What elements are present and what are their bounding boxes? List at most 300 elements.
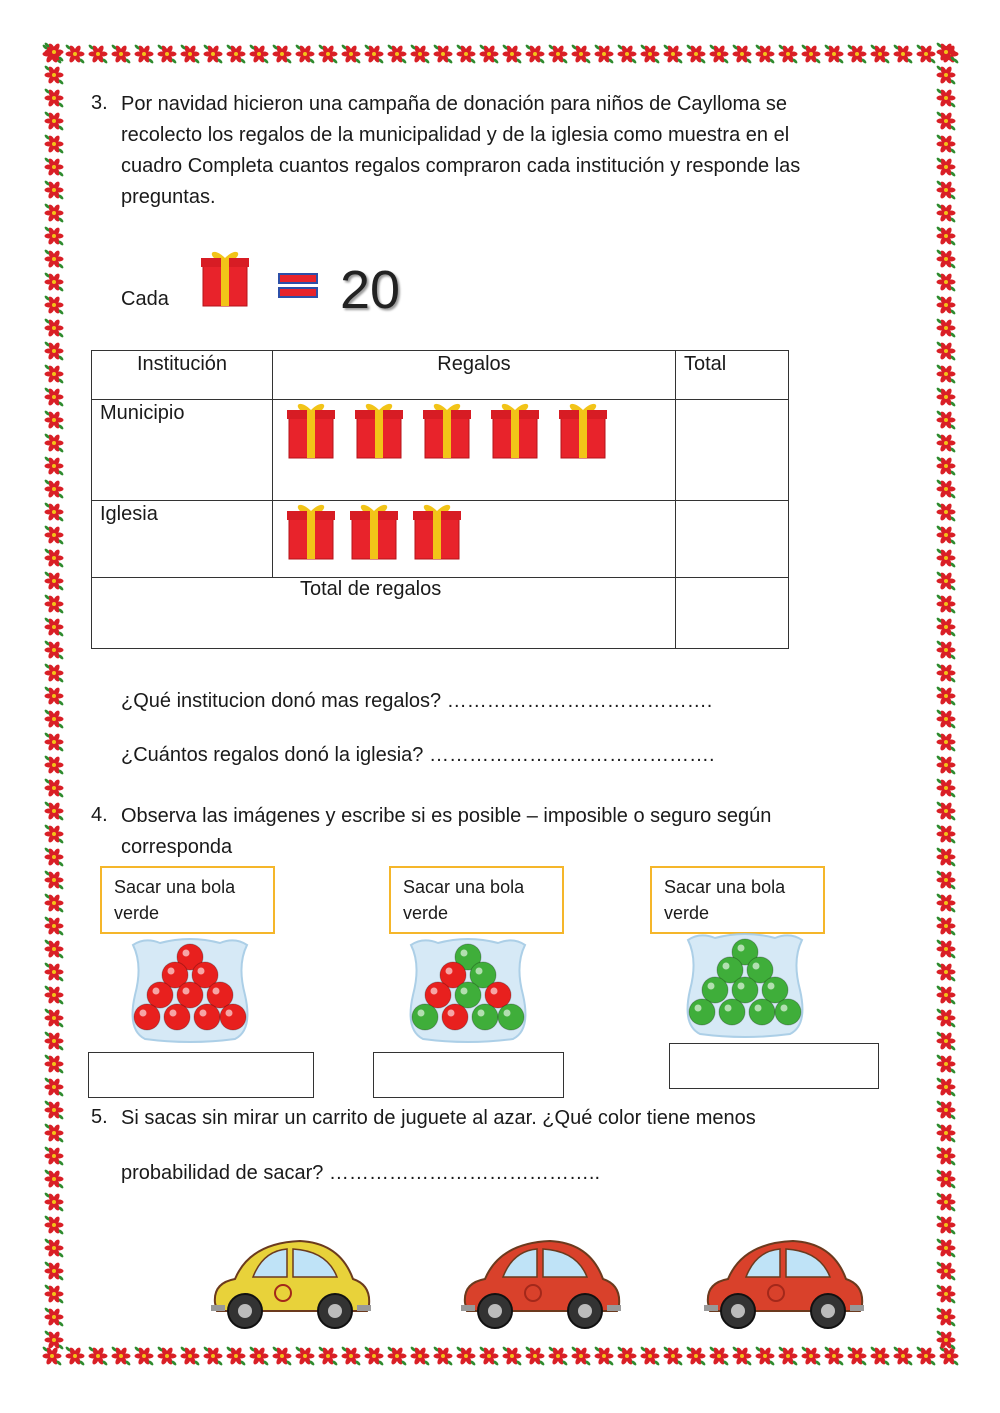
poinsettia-icon xyxy=(44,939,64,959)
poinsettia-icon xyxy=(847,1346,867,1366)
footer-total-label: Total de regalos xyxy=(92,578,676,649)
poinsettia-icon xyxy=(44,1192,64,1212)
gift-icon xyxy=(349,501,399,561)
poinsettia-icon xyxy=(502,1346,522,1366)
poinsettia-icon xyxy=(249,1346,269,1366)
car-bumper xyxy=(211,1305,225,1311)
poinsettia-icon xyxy=(936,1008,956,1028)
poinsettia-icon xyxy=(456,44,476,64)
poinsettia-icon xyxy=(44,157,64,177)
poinsettia-icon xyxy=(226,1346,246,1366)
poinsettia-icon xyxy=(617,1346,637,1366)
poinsettia-icon xyxy=(936,111,956,131)
poinsettia-icon xyxy=(111,44,131,64)
poinsettia-icon xyxy=(640,1346,660,1366)
header-institucion: Institución xyxy=(92,351,273,400)
poinsettia-icon xyxy=(936,456,956,476)
poinsettia-icon xyxy=(801,1346,821,1366)
border-left xyxy=(40,40,68,1370)
car-yellow xyxy=(205,1225,375,1340)
ball-shine xyxy=(738,945,745,952)
prompt-line: verde xyxy=(403,903,449,923)
poinsettia-icon xyxy=(936,962,956,982)
poinsettia-icon xyxy=(571,1346,591,1366)
question-3-line: cuadro Completa cuantos regalos compraron cada institución y responde las xyxy=(121,155,801,177)
poinsettia-icon xyxy=(111,1346,131,1366)
poinsettia-icon xyxy=(525,1346,545,1366)
poinsettia-icon xyxy=(936,295,956,315)
question-3-line: preguntas. xyxy=(121,186,216,208)
poinsettia-icon xyxy=(44,226,64,246)
gift-icon xyxy=(490,400,540,460)
poinsettia-icon xyxy=(936,847,956,867)
ball-shine xyxy=(491,988,498,995)
poinsettia-icon xyxy=(801,44,821,64)
poinsettia-icon xyxy=(180,44,200,64)
poinsettia-icon xyxy=(44,456,64,476)
ball xyxy=(498,1004,524,1030)
poinsettia-icon xyxy=(249,44,269,64)
poinsettia-icon xyxy=(134,44,154,64)
poinsettia-icon xyxy=(936,1031,956,1051)
question-3-number: 3. xyxy=(91,92,108,114)
poinsettia-icon xyxy=(936,1307,956,1327)
question-4-line: Observa las imágenes y escribe si es posible – imposible o seguro según xyxy=(121,805,772,827)
prompt-box-3 xyxy=(650,866,825,934)
ball-shine xyxy=(153,988,160,995)
poinsettia-icon xyxy=(295,1346,315,1366)
poinsettia-icon xyxy=(870,44,890,64)
poinsettia-icon xyxy=(936,1169,956,1189)
poinsettia-icon xyxy=(44,65,64,85)
poinsettia-icon xyxy=(936,571,956,591)
ball xyxy=(412,1004,438,1030)
poinsettia-icon xyxy=(936,985,956,1005)
poinsettia-icon xyxy=(387,1346,407,1366)
ball-shine xyxy=(200,1010,207,1017)
poinsettia-icon xyxy=(44,318,64,338)
poinsettia-icon xyxy=(893,44,913,64)
legend-value: 20 xyxy=(340,260,401,320)
poinsettia-icon xyxy=(936,893,956,913)
poinsettia-icon xyxy=(936,479,956,499)
poinsettia-icon xyxy=(686,44,706,64)
poinsettia-icon xyxy=(44,364,64,384)
question-5-line1: Si sacas sin mirar un carrito de juguete al azar. ¿Qué color tiene menos xyxy=(121,1107,756,1129)
ball xyxy=(472,1004,498,1030)
poinsettia-icon xyxy=(732,44,752,64)
poinsettia-icon xyxy=(709,44,729,64)
poinsettia-icon xyxy=(157,44,177,64)
poinsettia-icon xyxy=(65,1346,85,1366)
ball-shine xyxy=(213,988,220,995)
poinsettia-icon xyxy=(295,44,315,64)
poinsettia-icon xyxy=(44,203,64,223)
car-hub xyxy=(731,1304,745,1318)
poinsettia-icon xyxy=(936,778,956,798)
poinsettia-icon xyxy=(44,778,64,798)
poinsettia-icon xyxy=(824,44,844,64)
poinsettia-icon xyxy=(936,318,956,338)
prompt-line: Sacar una bola xyxy=(403,877,525,897)
poinsettia-icon xyxy=(936,548,956,568)
poinsettia-icon xyxy=(44,180,64,200)
border-top xyxy=(40,40,960,68)
answer-box-2[interactable] xyxy=(373,1052,564,1098)
poinsettia-icon xyxy=(936,387,956,407)
gift-icon xyxy=(422,400,472,460)
poinsettia-icon xyxy=(686,1346,706,1366)
car-hub xyxy=(488,1304,502,1318)
car-icon xyxy=(205,1225,375,1335)
poinsettia-icon xyxy=(44,433,64,453)
poinsettia-icon xyxy=(936,364,956,384)
ball-shine xyxy=(738,983,745,990)
gift-icon xyxy=(354,400,404,460)
poinsettia-icon xyxy=(44,1284,64,1304)
poinsettia-icon xyxy=(936,1284,956,1304)
poinsettia-icon xyxy=(548,1346,568,1366)
car-icon xyxy=(455,1225,625,1335)
poinsettia-icon xyxy=(387,44,407,64)
poinsettia-icon xyxy=(617,44,637,64)
poinsettia-icon xyxy=(936,249,956,269)
poinsettia-icon xyxy=(824,1346,844,1366)
poinsettia-icon xyxy=(203,44,223,64)
poinsettia-icon xyxy=(709,1346,729,1366)
poinsettia-icon xyxy=(936,939,956,959)
poinsettia-icon xyxy=(847,44,867,64)
ball-shine xyxy=(168,968,175,975)
poinsettia-icon xyxy=(640,44,660,64)
ball-shine xyxy=(431,988,438,995)
poinsettia-icon xyxy=(44,479,64,499)
poinsettia-icon xyxy=(44,410,64,430)
poinsettia-icon xyxy=(663,1346,683,1366)
ball xyxy=(220,1004,246,1030)
poinsettia-icon xyxy=(272,1346,292,1366)
poinsettia-icon xyxy=(936,686,956,706)
poinsettia-icon xyxy=(44,709,64,729)
poinsettia-icon xyxy=(272,44,292,64)
ball-shine xyxy=(448,1010,455,1017)
poinsettia-icon xyxy=(44,1307,64,1327)
poinsettia-icon xyxy=(318,44,338,64)
bag-all-red xyxy=(125,935,255,1050)
ball-shine xyxy=(198,968,205,975)
poinsettia-icon xyxy=(936,433,956,453)
ball-shine xyxy=(504,1010,511,1017)
header-regalos: Regalos xyxy=(273,351,676,400)
poinsettia-icon xyxy=(936,801,956,821)
ball-shine xyxy=(768,983,775,990)
ball xyxy=(134,1004,160,1030)
poinsettia-icon xyxy=(755,1346,775,1366)
poinsettia-icon xyxy=(936,1261,956,1281)
poinsettia-icon xyxy=(44,985,64,1005)
equals-icon xyxy=(278,272,318,305)
poinsettia-icon xyxy=(778,1346,798,1366)
poinsettia-icon xyxy=(44,663,64,683)
prompt-box-1 xyxy=(100,866,275,934)
poinsettia-icon xyxy=(594,44,614,64)
question-4-line: corresponda xyxy=(121,836,233,858)
poinsettia-icon xyxy=(936,1054,956,1074)
poinsettia-icon xyxy=(44,1330,64,1350)
gift-icon xyxy=(412,501,462,561)
poinsettia-icon xyxy=(410,1346,430,1366)
poinsettia-icon xyxy=(44,1100,64,1120)
poinsettia-icon xyxy=(44,640,64,660)
ball xyxy=(442,1004,468,1030)
poinsettia-icon xyxy=(548,44,568,64)
question-3-line: Por navidad hicieron una campaña de donación para niños de Caylloma se xyxy=(121,93,787,115)
poinsettia-icon xyxy=(936,663,956,683)
footer-total-value[interactable] xyxy=(676,578,789,649)
poinsettia-icon xyxy=(44,42,64,62)
poinsettia-icon xyxy=(502,44,522,64)
poinsettia-icon xyxy=(936,594,956,614)
poinsettia-icon xyxy=(44,686,64,706)
poinsettia-icon xyxy=(936,617,956,637)
border-bottom xyxy=(40,1342,960,1370)
car-hub xyxy=(578,1304,592,1318)
poinsettia-icon xyxy=(44,755,64,775)
poinsettia-icon xyxy=(44,88,64,108)
ball-shine xyxy=(183,988,190,995)
poinsettia-icon xyxy=(341,44,361,64)
car-bumper xyxy=(461,1305,475,1311)
poinsettia-icon xyxy=(44,111,64,131)
gift-icon xyxy=(286,501,336,561)
poinsettia-icon xyxy=(44,502,64,522)
header-total: Total xyxy=(676,351,789,400)
poinsettia-icon xyxy=(936,870,956,890)
ball-shine xyxy=(418,1010,425,1017)
poinsettia-icon xyxy=(44,1077,64,1097)
question-5-number: 5. xyxy=(91,1106,108,1128)
car-hub xyxy=(821,1304,835,1318)
poinsettia-icon xyxy=(44,272,64,292)
car-hub xyxy=(238,1304,252,1318)
ball-shine xyxy=(140,1010,147,1017)
car-bumper xyxy=(850,1305,864,1311)
car-icon xyxy=(698,1225,868,1335)
poinsettia-icon xyxy=(44,1238,64,1258)
ball-shine xyxy=(781,1005,788,1012)
poinsettia-icon xyxy=(44,295,64,315)
row-iglesia-name: Iglesia xyxy=(92,501,273,578)
car-red-1 xyxy=(455,1225,625,1340)
question-4-text xyxy=(121,801,931,863)
poinsettia-icon xyxy=(663,44,683,64)
poinsettia-icon xyxy=(44,962,64,982)
poinsettia-icon xyxy=(44,1169,64,1189)
poinsettia-icon xyxy=(433,1346,453,1366)
poinsettia-icon xyxy=(936,640,956,660)
poinsettia-icon xyxy=(936,134,956,154)
question-4-number: 4. xyxy=(91,804,108,826)
bag-mixed xyxy=(403,935,533,1050)
question-3b: ¿Cuántos regalos donó la iglesia? ……………………………………. xyxy=(121,744,715,766)
ball xyxy=(719,999,745,1025)
poinsettia-icon xyxy=(88,1346,108,1366)
poinsettia-icon xyxy=(870,1346,890,1366)
poinsettia-icon xyxy=(936,341,956,361)
poinsettia-icon xyxy=(134,1346,154,1366)
poinsettia-icon xyxy=(44,870,64,890)
poinsettia-icon xyxy=(44,571,64,591)
poinsettia-icon xyxy=(936,410,956,430)
poinsettia-icon xyxy=(44,1008,64,1028)
question-5-line2: probabilidad de sacar? ………………………………….. xyxy=(121,1162,601,1184)
poinsettia-icon xyxy=(44,249,64,269)
poinsettia-icon xyxy=(44,916,64,936)
poinsettia-icon xyxy=(44,594,64,614)
prompt-line: verde xyxy=(114,903,160,923)
poinsettia-icon xyxy=(44,893,64,913)
ball-shine xyxy=(725,1005,732,1012)
ball-shine xyxy=(755,1005,762,1012)
poinsettia-icon xyxy=(936,755,956,775)
poinsettia-icon xyxy=(410,44,430,64)
poinsettia-icon xyxy=(479,44,499,64)
poinsettia-icon xyxy=(525,44,545,64)
legend-label: Cada xyxy=(121,288,169,310)
poinsettia-icon xyxy=(936,732,956,752)
poinsettia-icon xyxy=(936,1238,956,1258)
poinsettia-icon xyxy=(44,1054,64,1074)
pictograph-table xyxy=(91,350,789,649)
poinsettia-icon xyxy=(732,1346,752,1366)
ball-shine xyxy=(183,950,190,957)
poinsettia-icon xyxy=(44,1261,64,1281)
poinsettia-icon xyxy=(44,387,64,407)
poinsettia-icon xyxy=(936,824,956,844)
poinsettia-icon xyxy=(936,1146,956,1166)
car-bumper xyxy=(357,1305,371,1311)
poinsettia-icon xyxy=(44,847,64,867)
poinsettia-icon xyxy=(341,1346,361,1366)
poinsettia-icon xyxy=(571,44,591,64)
ball-shine xyxy=(708,983,715,990)
poinsettia-icon xyxy=(180,1346,200,1366)
poinsettia-icon xyxy=(936,709,956,729)
prompt-box-2 xyxy=(389,866,564,934)
ball-shine xyxy=(461,950,468,957)
poinsettia-icon xyxy=(893,1346,913,1366)
poinsettia-icon xyxy=(226,44,246,64)
poinsettia-icon xyxy=(936,88,956,108)
ball-shine xyxy=(226,1010,233,1017)
poinsettia-icon xyxy=(65,44,85,64)
poinsettia-icon xyxy=(936,1123,956,1143)
poinsettia-icon xyxy=(778,44,798,64)
bag-all-green xyxy=(680,930,810,1045)
poinsettia-icon xyxy=(157,1346,177,1366)
poinsettia-icon xyxy=(44,525,64,545)
ball-shine xyxy=(446,968,453,975)
ball xyxy=(164,1004,190,1030)
poinsettia-icon xyxy=(936,226,956,246)
prompt-line: verde xyxy=(664,903,710,923)
answer-box-1[interactable] xyxy=(88,1052,314,1098)
question-3-line: recolecto los regalos de la municipalidad y de la iglesia como muestra en el xyxy=(121,124,790,146)
poinsettia-icon xyxy=(456,1346,476,1366)
poinsettia-icon xyxy=(936,1215,956,1235)
ball-shine xyxy=(753,963,760,970)
row-municipio-total[interactable] xyxy=(676,400,789,501)
poinsettia-icon xyxy=(936,502,956,522)
ball xyxy=(194,1004,220,1030)
poinsettia-icon xyxy=(936,525,956,545)
poinsettia-icon xyxy=(44,801,64,821)
poinsettia-icon xyxy=(936,157,956,177)
poinsettia-icon xyxy=(936,42,956,62)
poinsettia-icon xyxy=(364,44,384,64)
poinsettia-icon xyxy=(594,1346,614,1366)
gift-icon xyxy=(286,400,336,460)
border-right xyxy=(932,40,960,1370)
ball-shine xyxy=(461,988,468,995)
gift-icon xyxy=(558,400,608,460)
poinsettia-icon xyxy=(44,1031,64,1051)
question-3-text xyxy=(121,89,936,213)
prompt-line: Sacar una bola xyxy=(114,877,236,897)
car-red-2 xyxy=(698,1225,868,1340)
row-municipio-name: Municipio xyxy=(92,400,273,501)
poinsettia-icon xyxy=(44,824,64,844)
poinsettia-icon xyxy=(44,548,64,568)
poinsettia-icon xyxy=(44,732,64,752)
poinsettia-icon xyxy=(364,1346,384,1366)
ball-shine xyxy=(170,1010,177,1017)
question-3a: ¿Qué institucion donó mas regalos? …………………………………. xyxy=(121,690,713,712)
car-bumper xyxy=(704,1305,718,1311)
poinsettia-icon xyxy=(936,272,956,292)
poinsettia-icon xyxy=(936,65,956,85)
ball-shine xyxy=(723,963,730,970)
answer-box-3[interactable] xyxy=(669,1043,879,1089)
poinsettia-icon xyxy=(936,1077,956,1097)
row-iglesia-total[interactable] xyxy=(676,501,789,578)
poinsettia-icon xyxy=(936,180,956,200)
poinsettia-icon xyxy=(88,44,108,64)
poinsettia-icon xyxy=(936,916,956,936)
poinsettia-icon xyxy=(479,1346,499,1366)
car-bumper xyxy=(607,1305,621,1311)
poinsettia-icon xyxy=(433,44,453,64)
poinsettia-icon xyxy=(44,617,64,637)
poinsettia-icon xyxy=(936,203,956,223)
poinsettia-icon xyxy=(44,1215,64,1235)
car-hub xyxy=(328,1304,342,1318)
ball-shine xyxy=(478,1010,485,1017)
poinsettia-icon xyxy=(936,1192,956,1212)
poinsettia-icon xyxy=(755,44,775,64)
ball xyxy=(689,999,715,1025)
poinsettia-icon xyxy=(44,1146,64,1166)
gift-icon xyxy=(200,248,250,313)
prompt-line: Sacar una bola xyxy=(664,877,786,897)
poinsettia-icon xyxy=(44,134,64,154)
poinsettia-icon xyxy=(44,341,64,361)
ball-shine xyxy=(476,968,483,975)
ball xyxy=(749,999,775,1025)
poinsettia-icon xyxy=(318,1346,338,1366)
poinsettia-icon xyxy=(936,1100,956,1120)
poinsettia-icon xyxy=(203,1346,223,1366)
